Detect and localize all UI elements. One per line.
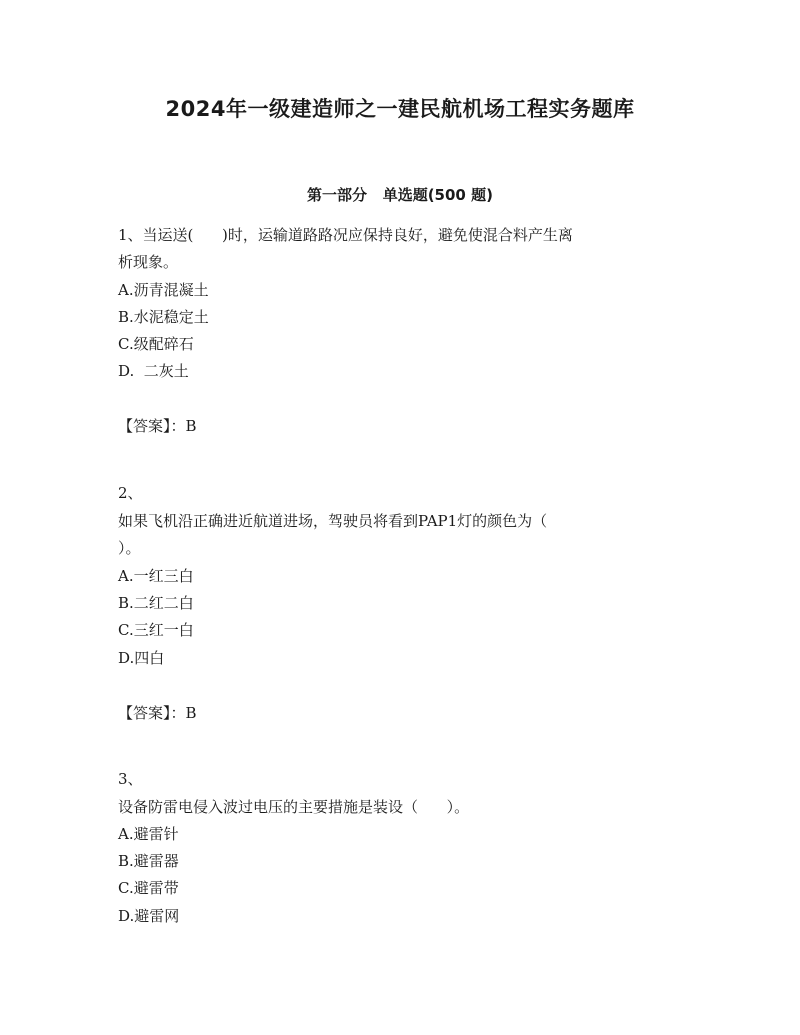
question-3-option-d: D.避雷网 — [118, 907, 180, 925]
question-2-option-c: C.三红一白 — [118, 621, 194, 639]
question-1-stem-line-2: 析现象。 — [118, 253, 179, 271]
question-3-option-a: A.避雷针 — [118, 825, 179, 843]
question-1-answer — [118, 415, 197, 437]
section-title: 第一部分 单选题(500 题) — [307, 186, 493, 204]
question-2-option-a: A.一红三白 — [118, 567, 194, 585]
question-1-option-b: B.水泥稳定土 — [118, 308, 209, 326]
question-3-option-c: C.避雷带 — [118, 879, 179, 897]
question-1-option-d: D. 二灰土 — [118, 362, 189, 380]
answer-value: B — [185, 417, 197, 435]
answer-label: 【答案】： — [118, 704, 186, 722]
question-1-option-a: A.沥青混凝土 — [118, 281, 209, 299]
question-2-option-d: D.四白 — [118, 649, 165, 667]
question-3-option-b: B.避雷器 — [118, 852, 179, 870]
question-2-stem-line-1: 如果飞机沿正确进近航道进场，驾驶员将看到PAP1灯的颜色为（ — [118, 512, 548, 530]
question-3-stem-line-1: 设备防雷电侵入波过电压的主要措施是装设（ ）。 — [118, 798, 470, 816]
question-1-stem-line-1: 1、当运送( )时，运输道路路况应保持良好，避免使混合料产生离 — [118, 226, 573, 244]
document-title: 2024年一级建造师之一建民航机场工程实务题库 — [165, 97, 635, 121]
question-2-stem-line-2: ）。 — [118, 539, 141, 557]
question-1-option-c: C.级配碎石 — [118, 335, 194, 353]
answer-label: 【答案】： — [118, 417, 186, 435]
question-2-number: 2、 — [118, 484, 143, 502]
answer-value: B — [185, 704, 197, 722]
question-3-number: 3、 — [118, 770, 143, 788]
question-2-option-b: B.二红二白 — [118, 594, 194, 612]
question-2-answer — [118, 702, 197, 724]
